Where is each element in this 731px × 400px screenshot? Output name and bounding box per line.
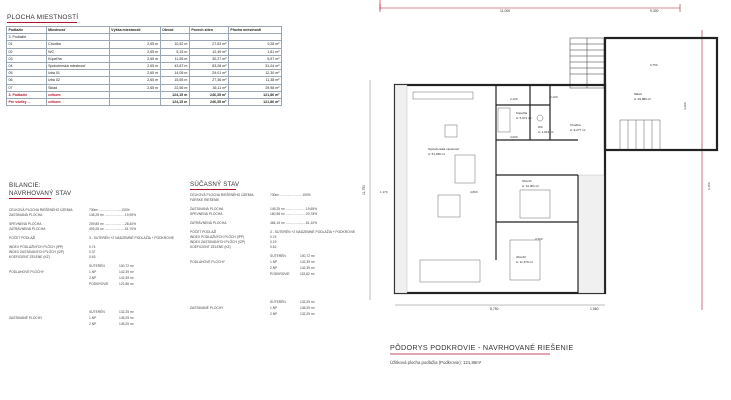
table-row bbox=[7, 70, 282, 77]
stat-value: 209,85 m² ......................28,40% bbox=[89, 222, 137, 226]
plan-subtitle: Úžitková plocha podlažia (Podkrovie): 121,86m² bbox=[390, 360, 482, 365]
stat-value: 3 - SUTERÉN +2 NADZEMNÉ PODLAŽIA + PODKROVIE bbox=[89, 236, 175, 240]
table-cell: 2,65 m bbox=[109, 77, 160, 84]
zastavane-value: 132,25 m² bbox=[300, 300, 315, 304]
table-cell: 12,30 m² bbox=[228, 70, 281, 77]
table-cell: 02 bbox=[7, 48, 47, 55]
main-walls bbox=[395, 38, 717, 293]
table-cell: 124,15 m bbox=[160, 91, 189, 98]
dim-left-seg: 1,170 bbox=[380, 190, 388, 194]
stat-label: INDEX PODLAŽNÝCH PLÔCH (IPP) bbox=[9, 245, 64, 249]
table-cell: 27,63 m² bbox=[189, 41, 228, 48]
dim-top-right: 9,300 bbox=[650, 9, 659, 13]
podlahova-value: 142,39 m² bbox=[300, 260, 315, 264]
table-cell: celkom bbox=[46, 91, 109, 98]
table-title-underline bbox=[7, 22, 77, 23]
table-cell: 2,65 m bbox=[109, 62, 160, 69]
table-sum-row bbox=[7, 91, 282, 98]
podlahova-value: 142,39 m² bbox=[119, 270, 134, 274]
stat-value: 160,98 m² ......................20,78% bbox=[270, 212, 318, 216]
room-izba02-area: A: 11,379 m² bbox=[516, 260, 533, 264]
plan-title: PÔDORYS PODKROVIE - NAVRHOVANÉ RIEŠENIE bbox=[390, 343, 574, 352]
table-cell: 22,56 m bbox=[160, 84, 189, 91]
sofa bbox=[420, 260, 480, 282]
table-cell: 121,86 m² bbox=[228, 98, 281, 105]
table-header-cell: Povrch stien bbox=[189, 27, 228, 34]
podlahova-floor: 2.NP bbox=[270, 266, 278, 270]
room-izba01-area: A: 12,301 m² bbox=[522, 184, 540, 188]
table-cell: 2,65 m bbox=[109, 70, 160, 77]
table-cell: Chodba bbox=[46, 41, 109, 48]
podlahova-label: PODLAHOVÉ PLOCHY bbox=[190, 260, 225, 264]
stair-right bbox=[620, 120, 660, 150]
stat-value: 730m² ........................100% bbox=[89, 208, 130, 212]
stat-label: ZATRÁVNENÁ PLOCHA bbox=[190, 221, 227, 225]
room-kupelna: Kúpeľňa bbox=[516, 111, 528, 115]
table-cell: 05 bbox=[7, 70, 47, 77]
podlahova-floor: SUTERÉN bbox=[270, 254, 286, 258]
table-row bbox=[7, 84, 282, 91]
sucasny-title: SÚČASNÝ STAV bbox=[190, 181, 240, 188]
table-header-cell: Podlažie bbox=[7, 27, 47, 34]
bathtub bbox=[498, 108, 510, 132]
table-cell: Spoločenská miestnosť bbox=[46, 62, 109, 69]
table-cell: Izba 01 bbox=[46, 70, 109, 77]
dim-mid1: 4,000 bbox=[510, 135, 518, 139]
table-cell: 15,55 m bbox=[160, 77, 189, 84]
stat-value: 0.37 bbox=[89, 250, 96, 254]
podlahova-floor: SUTERÉN bbox=[89, 264, 105, 268]
kitchen-counter bbox=[413, 92, 473, 99]
table-cell: 11,55 m bbox=[160, 55, 189, 62]
table-cell bbox=[109, 98, 160, 105]
table-cell: 04 bbox=[7, 62, 47, 69]
podlahova-value: 100,72 m² bbox=[119, 264, 134, 268]
table-cell: 30,27 m² bbox=[189, 55, 228, 62]
table-cell: 36,11 m² bbox=[189, 84, 228, 91]
table-cell: Sklad bbox=[46, 84, 109, 91]
dim-wc: 2,100 bbox=[510, 97, 518, 101]
room-wc: WC bbox=[538, 125, 543, 129]
stat-value: 730m² ........................100% bbox=[270, 193, 311, 197]
table-header-cell: Obvod bbox=[160, 27, 189, 34]
stat-label: CELKOVÁ PLOCHA RIEŠENÉHO ÚZEMIA bbox=[190, 193, 254, 197]
table-cell: celkom bbox=[46, 98, 109, 105]
table-cell: 5,97 m² bbox=[228, 55, 281, 62]
dim-left-v: 11,750 bbox=[362, 184, 366, 195]
zastavane-floor: SUTERÉN bbox=[89, 310, 105, 314]
stat-value: 409,28 m² ......................51,70% bbox=[89, 227, 137, 231]
table-cell: 27,36 m² bbox=[189, 77, 228, 84]
stat-value: 145,25 m² ......................19,90% bbox=[89, 213, 137, 217]
table-cell: 1,61 m² bbox=[228, 48, 281, 55]
stat-value: 0.61 bbox=[270, 245, 277, 249]
podlahova-floor: 2.NP bbox=[89, 276, 97, 280]
table-row bbox=[7, 55, 282, 62]
zastavane-floor: 1.NP bbox=[270, 306, 278, 310]
bilancie-title: BILANCIE: bbox=[9, 182, 41, 189]
table-sum-row bbox=[7, 98, 282, 105]
table-cell: 3. Podlažie bbox=[7, 91, 47, 98]
table-cell: 2,65 m bbox=[109, 48, 160, 55]
stat-label: KOEFICIENT ZELENE (KZ) bbox=[190, 245, 231, 249]
stat-label: POČET PODLAŽÍ bbox=[9, 236, 36, 240]
podlahova-value: 121,86 m² bbox=[119, 282, 134, 286]
zastavane-floor: 2.NP bbox=[89, 322, 97, 326]
stair-top bbox=[570, 38, 604, 88]
stat-label: SPEVNENÁ PLOCHA bbox=[190, 212, 223, 216]
podlahova-floor: 1.NP bbox=[89, 270, 97, 274]
bilancie-subtitle: NAVRHOVANÝ STAV bbox=[9, 190, 72, 197]
sucasny-underline bbox=[190, 189, 236, 190]
table-cell: 12,49 m² bbox=[189, 48, 228, 55]
table-cell: 2,65 m bbox=[109, 55, 160, 62]
kitchen-island bbox=[445, 125, 457, 137]
stat-label: SPEVNENÁ PLOCHA bbox=[9, 222, 42, 226]
stat-label: POČET PODLAŽÍ bbox=[190, 230, 217, 234]
zastavane-label: ZASTAVANÉ PLOCHY bbox=[9, 316, 43, 320]
room-chodba: Chodba bbox=[570, 123, 581, 127]
podlahova-floor: PODKROVIE bbox=[89, 282, 109, 286]
stat-label: ZATRÁVNENÁ PLOCHA bbox=[9, 227, 46, 231]
table-cell: 43,87 m bbox=[160, 62, 189, 69]
zastavane-label: ZASTAVANÉ PLOCHY bbox=[190, 306, 224, 310]
table-cell: 07 bbox=[7, 84, 47, 91]
stat-value: 0.63 bbox=[89, 255, 96, 259]
room-izba01: Izba 01 bbox=[522, 179, 532, 183]
table-cell: 246,35 m² bbox=[189, 98, 228, 105]
room-izba02: Izba 02 bbox=[516, 255, 526, 259]
stat-value: 3 - SUTERÉN +2 NADZEMNÉ PODLAŽIA + PODKROVIE bbox=[270, 230, 356, 234]
podlahova-floor: PODKROVIE bbox=[270, 272, 290, 276]
dim-top-total: 11,000 bbox=[500, 9, 511, 13]
table-cell: 121,86 m² bbox=[228, 91, 281, 98]
dim-bot2: 1,560 bbox=[590, 307, 599, 311]
table-cell: 246,35 m² bbox=[189, 91, 228, 98]
floor-label: 3. Podlažie bbox=[7, 34, 47, 41]
stat-value: 0.19 bbox=[270, 240, 277, 244]
room-spol-area: A: 51,036 m² bbox=[428, 152, 446, 156]
table-cell: 11,38 m² bbox=[228, 77, 281, 84]
dim-bot1: 8,750 bbox=[490, 307, 499, 311]
zastavane-value: 132,25 m² bbox=[300, 312, 315, 316]
podlahova-value: 142,39 m² bbox=[119, 276, 134, 280]
stat-value: 0.74 bbox=[270, 235, 277, 239]
table-cell: 5,15 m bbox=[160, 48, 189, 55]
table-cell bbox=[109, 91, 160, 98]
zastavane-value: 145,25 m² bbox=[300, 306, 315, 310]
stat-label: INDEX ZASTAVANÝCH PLÔCH (IZP) bbox=[190, 240, 246, 244]
table-row bbox=[7, 48, 282, 55]
table-header-cell: Miestnosť bbox=[46, 27, 109, 34]
stat-label: INDEX ZASTAVANÝCH PLÔCH (IZP) bbox=[9, 250, 65, 254]
floor-plan-drawing bbox=[350, 0, 731, 400]
table-cell: 124,15 m bbox=[160, 98, 189, 105]
podlahova-floor: 1.NP bbox=[270, 260, 278, 264]
dim-r2: 4,200 bbox=[683, 102, 687, 110]
table-cell: 06 bbox=[7, 77, 47, 84]
zastavane-floor: SUTERÉN bbox=[270, 300, 286, 304]
room-sklad: Sklad bbox=[634, 92, 642, 96]
room-sklad-area: A: 29,980 m² bbox=[634, 97, 652, 101]
zastavane-floor: 1.NP bbox=[89, 316, 97, 320]
table-header-cell: Plocha miestnosti bbox=[228, 27, 281, 34]
room-chodba-area: A: 9,277 m² bbox=[570, 128, 586, 132]
stat-label: KOEFICIENT ZELENE (KZ) bbox=[9, 255, 50, 259]
table-cell: 03 bbox=[7, 55, 47, 62]
wc-bowl bbox=[537, 115, 543, 121]
table-row bbox=[7, 77, 282, 84]
table-cell: 2,65 m bbox=[109, 84, 160, 91]
table-row bbox=[7, 41, 282, 48]
dim-mid3: 3,700 bbox=[535, 237, 543, 241]
table-row bbox=[7, 62, 282, 69]
stat-label: ZASTAVANÁ PLOCHA bbox=[9, 213, 43, 217]
bed-01 bbox=[520, 190, 550, 218]
stat-label: CELKOVÁ PLOCHA RIEŠENÉHO ÚZEMIA bbox=[9, 208, 73, 212]
table-cell: 51,04 m² bbox=[228, 62, 281, 69]
stat-value: 484,15 m² ......................61,10% bbox=[270, 221, 318, 225]
bilancie-underline bbox=[9, 198, 51, 199]
zastavane-floor: 2.NP bbox=[270, 312, 278, 316]
table-cell: 29,01 m² bbox=[189, 70, 228, 77]
table-cell: 83,28 m² bbox=[189, 62, 228, 69]
room-spol: Spoločenská miestnosť bbox=[428, 147, 460, 151]
zastavane-value: 145,25 m² bbox=[119, 316, 134, 320]
table-cell: 14,05 m bbox=[160, 70, 189, 77]
dining-table bbox=[455, 155, 475, 183]
table-cell: 01 bbox=[7, 41, 47, 48]
table-cell: Pre všetky ... bbox=[7, 98, 47, 105]
podlahova-value: 115,82 m² bbox=[300, 272, 315, 276]
room-kupelna-area: A: 5,971 m² bbox=[516, 116, 532, 120]
table-cell: 10,52 m bbox=[160, 41, 189, 48]
dim-r3: 2,100 bbox=[550, 95, 558, 99]
stat-label: FÁRSKE RIEŠENIE bbox=[190, 198, 220, 202]
table-cell: 29,98 m² bbox=[228, 84, 281, 91]
dim-mid2: 4,800 bbox=[470, 190, 478, 194]
stat-value: 145,25 m² ......................19,65% bbox=[270, 207, 318, 211]
table-cell: 2,65 m bbox=[109, 41, 160, 48]
podlahova-label: PODLAHOVÉ PLOCHY bbox=[9, 270, 44, 274]
room-wc-area: A: 1,613 m² bbox=[538, 130, 554, 134]
roof-band bbox=[395, 85, 604, 293]
dim-r-side: 6,150 bbox=[707, 182, 711, 190]
table-title: PLOCHA MIESTNOSTÍ bbox=[7, 14, 79, 21]
table-cell: Izba 02 bbox=[46, 77, 109, 84]
stat-label: ZASTAVANÁ PLOCHA bbox=[190, 207, 224, 211]
table-cell: 9,28 m² bbox=[228, 41, 281, 48]
stat-value: 0.74 bbox=[89, 245, 96, 249]
zastavane-value: 145,25 m² bbox=[119, 322, 134, 326]
table-cell: WC bbox=[46, 48, 109, 55]
room-area-table bbox=[6, 26, 282, 106]
podlahova-value: 100,72 m² bbox=[300, 254, 315, 258]
dim-r1: 9,750 bbox=[650, 63, 658, 67]
stat-label: INDEX PODLAŽNÝCH PLÔCH (IPP) bbox=[190, 235, 245, 239]
zastavane-value: 132,25 m² bbox=[119, 310, 134, 314]
coffee-table bbox=[438, 195, 460, 217]
table-header-cell: Výška miestnosti bbox=[109, 27, 160, 34]
table-cell: Kúpeľňa bbox=[46, 55, 109, 62]
podlahova-value: 142,39 m² bbox=[300, 266, 315, 270]
